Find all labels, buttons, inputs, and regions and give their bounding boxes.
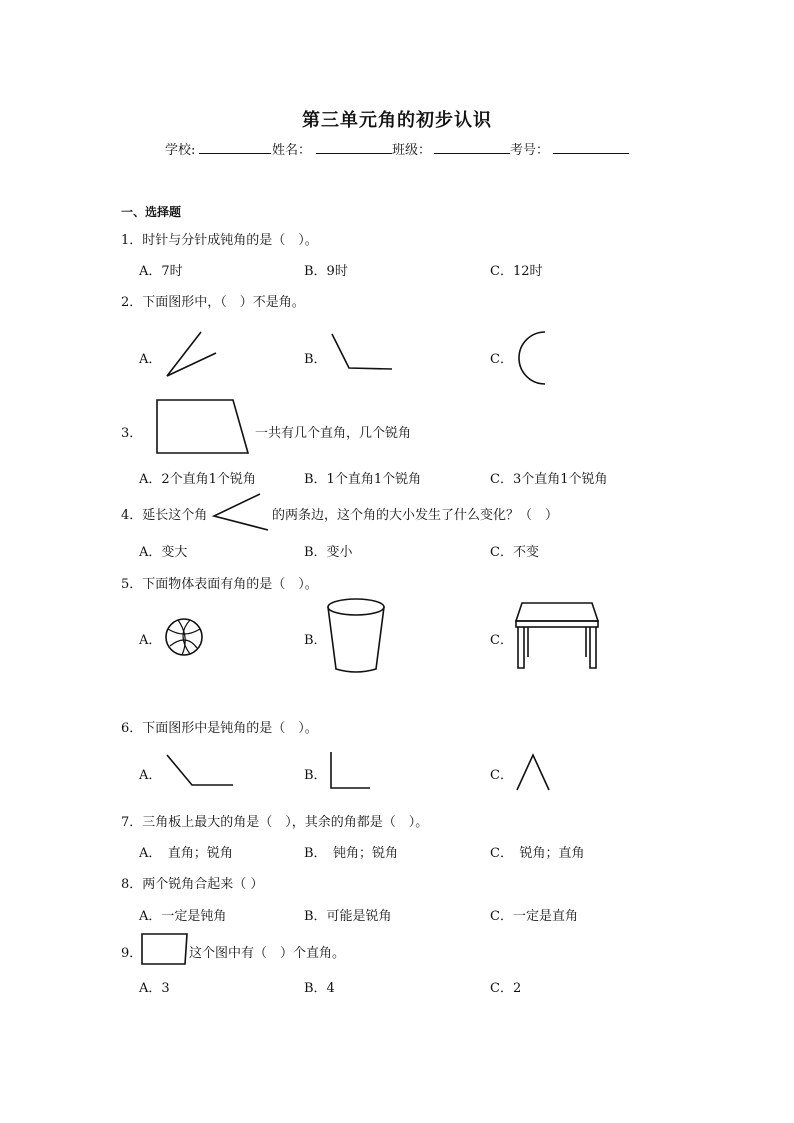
question-number: 8．: [121, 877, 143, 892]
table-icon: [512, 601, 602, 671]
question-text: 时针与分针成钝角的是（ ）。: [142, 233, 318, 248]
class-label: 班级：: [392, 143, 432, 158]
question-4: [121, 504, 207, 523]
class-field[interactable]: [434, 139, 510, 154]
question-3-number: 3．: [121, 426, 143, 441]
number-label: 考号：: [510, 143, 550, 158]
q5-option-c[interactable]: C．: [490, 633, 513, 648]
q7-option-b[interactable]: B． 钝角；锐角: [304, 846, 399, 861]
question-1: [121, 229, 318, 248]
q3-option-b[interactable]: B．1个直角1个锐角: [304, 472, 422, 487]
question-text: 两个锐角合起来（ ）: [142, 877, 264, 892]
question-number: 7．: [121, 815, 143, 830]
q9-option-a[interactable]: A．3: [139, 981, 170, 996]
number-field[interactable]: [553, 139, 629, 154]
paper-cup-icon: [326, 597, 388, 677]
right-angle-figure: [329, 750, 373, 792]
page-title: 第三单元角的初步认识: [302, 110, 492, 131]
question-number: 5．: [121, 577, 143, 592]
q3-option-c[interactable]: C．3个直角1个锐角: [490, 472, 608, 487]
school-field[interactable]: [199, 139, 271, 154]
q2-option-c[interactable]: C．: [490, 352, 513, 367]
question-number: 6．: [121, 721, 143, 736]
q4-option-b[interactable]: B．变小: [304, 545, 353, 560]
question-9-text: 这个图中有（ ）个直角。: [189, 946, 346, 961]
question-3-text: 一共有几个直角，几个锐角: [255, 426, 412, 441]
q6-option-a[interactable]: A．: [139, 768, 162, 783]
question-4-text-end: 的两条边，这个角的大小发生了什么变化？（ ）: [272, 508, 559, 523]
obtuse-angle-figure: [165, 753, 237, 789]
question-2: [121, 291, 305, 310]
angle-figure: [212, 492, 272, 534]
quadrilateral-figure: [140, 932, 190, 967]
school-label: 学校:: [165, 143, 196, 158]
name-field[interactable]: [316, 139, 392, 154]
question-5: [121, 573, 318, 592]
q7-option-a[interactable]: A． 直角；锐角: [139, 846, 233, 861]
q8-option-b[interactable]: B．可能是锐角: [304, 909, 392, 924]
question-text-start: 延长这个角: [142, 508, 208, 523]
q4-option-c[interactable]: C．不变: [490, 545, 539, 560]
question-number: 4．: [121, 508, 143, 523]
q7-option-c[interactable]: C． 锐角；直角: [490, 846, 585, 861]
q5-option-b[interactable]: B．: [304, 633, 327, 648]
question-text: 下面图形中，（ ）不是角。: [142, 295, 305, 310]
question-number: 1．: [121, 233, 143, 248]
q1-option-a[interactable]: A．7时: [139, 264, 183, 279]
question-6: [121, 717, 318, 736]
acute-angle-figure: [515, 752, 553, 792]
question-text: 下面物体表面有角的是（ ）。: [142, 577, 318, 592]
question-7: [121, 811, 428, 830]
q9-option-b[interactable]: B．4: [304, 981, 335, 996]
arc-figure: [514, 330, 549, 386]
question-8: [121, 873, 263, 892]
acute-angle-figure: [164, 330, 204, 380]
name-label: 姓名：: [272, 143, 312, 158]
q8-option-c[interactable]: C．一定是直角: [490, 909, 578, 924]
q1-option-c[interactable]: C．12时: [490, 264, 543, 279]
q1-option-b[interactable]: B．9时: [304, 264, 348, 279]
section-heading: 一、选择题: [121, 205, 182, 219]
q8-option-a[interactable]: A．一定是钝角: [139, 909, 227, 924]
question-text: 三角板上最大的角是（ ），其余的角都是（ ）。: [142, 815, 429, 830]
q6-option-b[interactable]: B．: [304, 768, 327, 783]
q3-option-a[interactable]: A．2个直角1个锐角: [139, 472, 256, 487]
question-number: 2．: [121, 295, 143, 310]
q5-option-a[interactable]: A．: [139, 633, 162, 648]
right-trapezoid-figure: [155, 398, 250, 456]
q9-option-c[interactable]: C．2: [490, 981, 522, 996]
q6-option-c[interactable]: C．: [490, 768, 513, 783]
q4-option-a[interactable]: A．变大: [139, 545, 188, 560]
basketball-icon: [164, 617, 204, 657]
question-9-number: 9．: [121, 946, 143, 961]
q2-option-a[interactable]: A．: [139, 352, 162, 367]
question-text: 下面图形中是钝角的是（ ）。: [142, 721, 318, 736]
q2-option-b[interactable]: B．: [304, 352, 327, 367]
obtuse-angle-figure: [330, 332, 395, 372]
